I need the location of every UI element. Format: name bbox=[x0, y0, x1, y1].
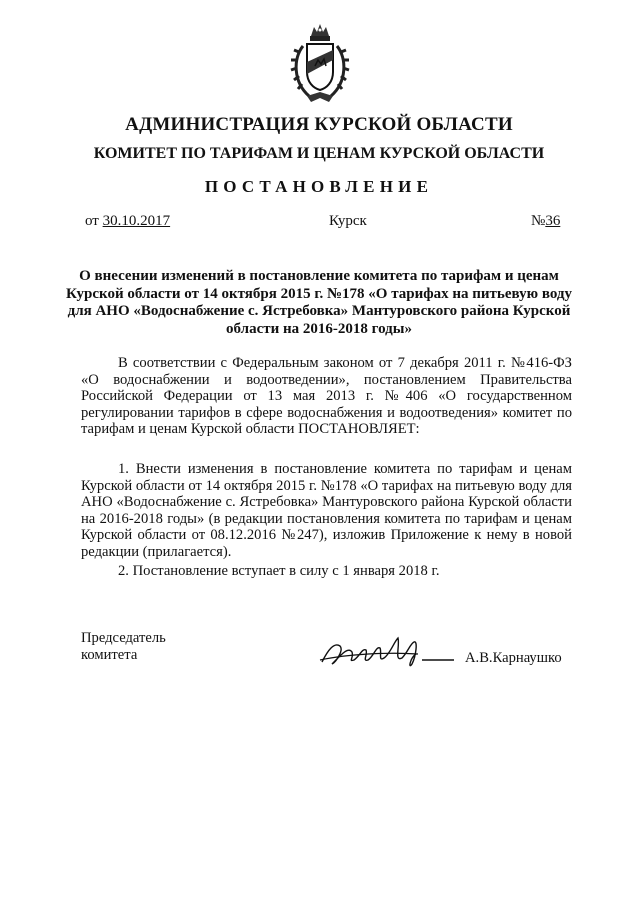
date-value: 30.10.2017 bbox=[102, 213, 171, 229]
number-prefix: № bbox=[531, 213, 546, 229]
signatory-title-line-2: комитета bbox=[81, 647, 138, 663]
date-prefix: от bbox=[85, 213, 99, 229]
number-value: 36 bbox=[545, 213, 561, 229]
document-number bbox=[531, 213, 560, 230]
body-paragraph-preamble: В соответствии с Федеральным законом от 7 декабря 2011 г. №416-ФЗ «О водоснабжении и водоотведении», постановлением Правительства Российской Федерации от 13 мая 2013 г. №406 «О государственном регулировании тарифов в сфере водоснабжения и водоотведения» комитет по тарифам и ценам Курской области ПОСТАНОВЛЯЕТ: bbox=[81, 355, 572, 438]
body-paragraph-item-1: 1. Внести изменения в постановление комитета по тарифам и ценам Курской области от 14 октября 2015 г. №178 «О тарифах на питьевую воду для АНО «Водоснабжение с. Ястребовка» Мантуровского района Курской области на 2016-2018 годы» (в редакции постановления комитета по тарифам и ценам Курской области от 08.12.2016 №247), изложив Приложение к нему в новой редакции (прилагается). bbox=[81, 461, 572, 560]
body-paragraph-item-2: 2. Постановление вступает в силу с 1 января 2018 г. bbox=[118, 563, 440, 579]
document-city: Курск bbox=[329, 213, 367, 229]
coat-of-arms-icon bbox=[289, 22, 351, 104]
document-date bbox=[85, 213, 170, 230]
signatory-name: А.В.Карнаушко bbox=[465, 650, 562, 666]
signatory-title-line-1: Председатель bbox=[81, 630, 166, 646]
document-type: ПОСТАНОВЛЕНИЕ bbox=[204, 177, 434, 196]
handwritten-signature-icon bbox=[318, 632, 458, 674]
organization-title: АДМИНИСТРАЦИЯ КУРСКОЙ ОБЛАСТИ bbox=[125, 114, 513, 135]
document-subject: О внесении изменений в постановление комитета по тарифам и ценам Курской области от 14 октября 2015 г. №178 «О тарифах на питьевую воду для АНО «Водоснабжение с. Ястребовка» Мантуровского района Курской области на 2016-2018 годы» bbox=[66, 268, 572, 337]
committee-title: КОМИТЕТ ПО ТАРИФАМ И ЦЕНАМ КУРСКОЙ ОБЛАСТИ bbox=[93, 145, 545, 162]
